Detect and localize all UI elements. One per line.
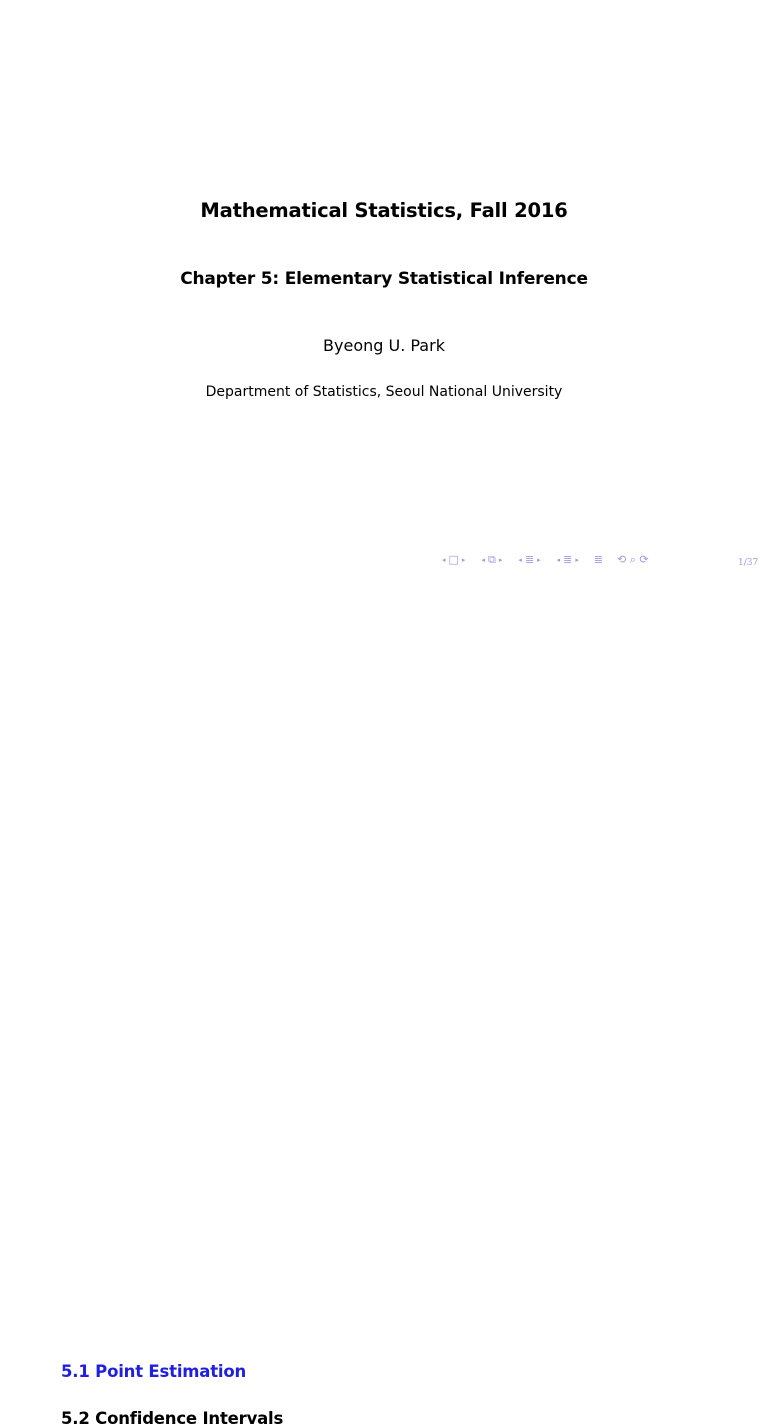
subsection-nav [479,553,504,567]
document-icon[interactable]: ≣ [593,553,604,566]
chapter-title: Chapter 5: Elementary Statistical Inference [180,269,588,289]
next-section-icon[interactable]: ▸ [537,556,541,564]
section-icon[interactable]: ≣ [524,553,535,566]
document-nav [593,553,604,567]
outline-slide [0,576,768,1428]
toc-item-point-estimation[interactable]: 5.1 Point Estimation [61,1362,247,1381]
beamer-navigation-bar [440,553,650,567]
institution: Department of Statistics, Seoul National University [205,384,563,400]
search-nav [616,553,650,567]
prev-subsection-icon[interactable]: ◂ [481,556,485,564]
section-nav [516,553,542,567]
author-name: Byeong U. Park [323,336,445,355]
presentation-title: Mathematical Statistics, Fall 2016 [200,199,568,222]
next-part-icon[interactable]: ▸ [575,556,579,564]
page-number: 1/37 [738,558,759,568]
prev-frame-icon[interactable]: ◂ [442,556,446,564]
part-icon[interactable]: ≣ [563,553,573,566]
search-icon[interactable]: ⟲ ⌕ ⟳ [617,553,649,566]
prev-part-icon[interactable]: ◂ [556,556,561,564]
next-frame-icon[interactable]: ▸ [461,556,466,564]
subsection-icon[interactable]: ⧉ [487,553,496,566]
frame-nav [440,553,467,567]
prev-section-icon[interactable]: ◂ [518,556,522,564]
frame-icon[interactable]: □ [448,553,459,566]
part-nav [555,553,581,567]
next-subsection-icon[interactable]: ▸ [498,556,503,564]
title-slide [0,0,768,576]
toc-item-confidence-intervals[interactable]: 5.2 Confidence Intervals [61,1409,284,1428]
